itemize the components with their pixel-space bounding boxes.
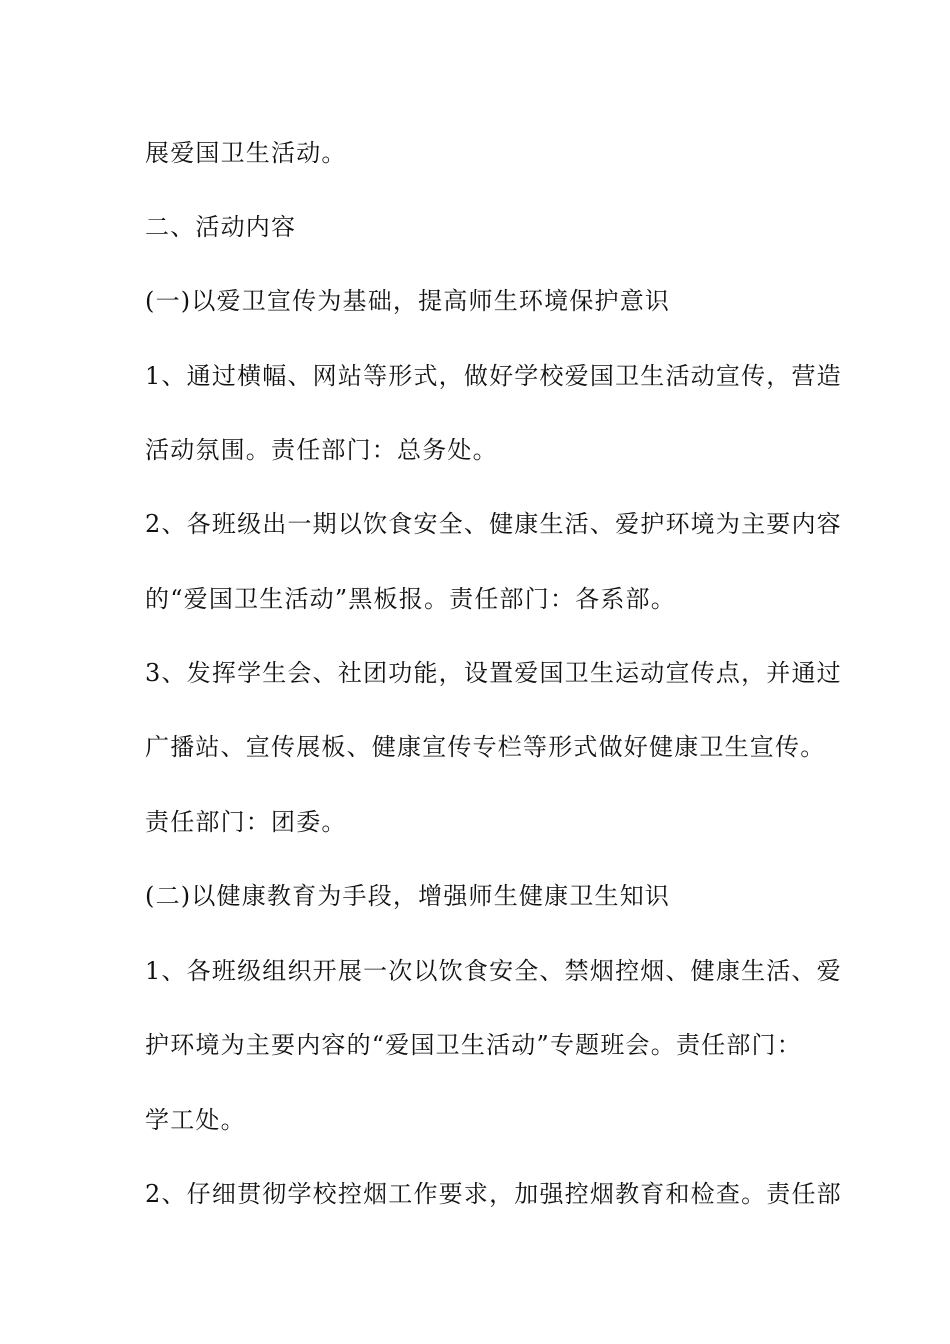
paragraph-line: 展爱国卫生活动。 — [145, 139, 347, 167]
paragraph-line: 1、通过横幅、网站等形式，做好学校爱国卫生活动宣传，营造 — [145, 362, 842, 390]
paragraph-line: 1、各班级组织开展一次以饮食安全、禁烟控烟、健康生活、爱 — [145, 957, 842, 985]
paragraph-line: 活动氛围。责任部门：总务处。 — [145, 436, 498, 464]
paragraph-line: 学工处。 — [145, 1106, 246, 1134]
section-heading: 二、活动内容 — [145, 213, 297, 241]
subsection-heading: (一)以爱卫宣传为基础，提高师生环境保护意识 — [145, 287, 671, 315]
paragraph-line: 责任部门：团委。 — [145, 808, 347, 836]
subsection-heading: (二)以健康教育为手段，增强师生健康卫生知识 — [145, 882, 671, 910]
paragraph-line: 2、各班级出一期以饮食安全、健康生活、爱护环境为主要内容 — [145, 510, 842, 538]
paragraph-line: 的“爱国卫生活动”黑板报。责任部门：各系部。 — [145, 585, 676, 613]
paragraph-line: 2、仔细贯彻学校控烟工作要求，加强控烟教育和检查。责任部 — [145, 1180, 842, 1208]
paragraph-line: 护环境为主要内容的“爱国卫生活动”专题班会。责任部门： — [145, 1031, 802, 1059]
paragraph-line: 广播站、宣传展板、健康宣传专栏等形式做好健康卫生宣传。 — [145, 733, 826, 761]
paragraph-line: 3、发挥学生会、社团功能，设置爱国卫生运动宣传点，并通过 — [145, 659, 842, 687]
